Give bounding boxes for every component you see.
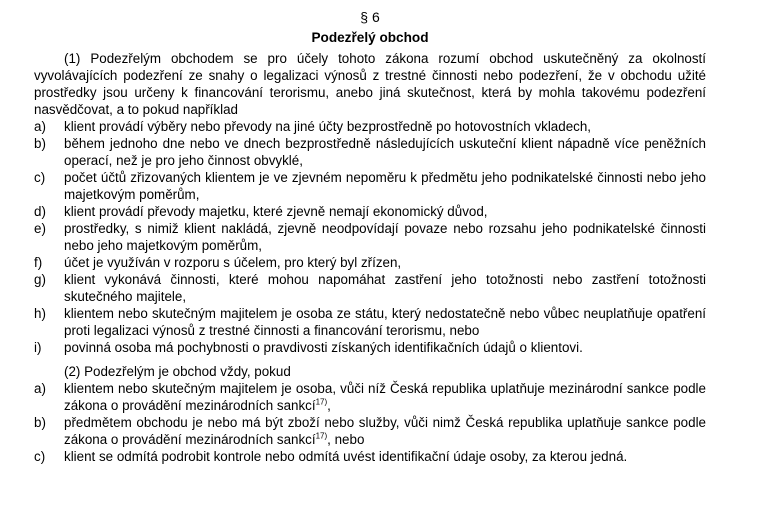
item-text-body: klientem nebo skutečným majitelem je osoba, vůči níž Česká republika uplatňuje mezinárodní sankce podle zákona o provádění mezinárodních sankcí: [64, 381, 706, 413]
list-item: [34, 380, 706, 414]
section-title: Podezřelý obchod: [311, 30, 429, 45]
item-letter: c): [34, 449, 46, 464]
item-text: klient vykonává činnosti, které mohou napomáhat zastření jeho totožnosti nebo zastření totožnosti skutečného majitele,: [64, 272, 706, 304]
item-letter: b): [34, 136, 46, 151]
list-item: [34, 271, 706, 305]
list-item: [34, 220, 706, 254]
item-letter: a): [34, 119, 46, 134]
item-letter: b): [34, 415, 46, 430]
list-item: [34, 448, 706, 465]
item-letter: d): [34, 204, 46, 219]
item-text: klient provádí výběry nebo převody na jiné účty bezprostředně po hotovostních vkladech,: [64, 119, 592, 134]
document-page: [34, 8, 706, 465]
item-letter: a): [34, 381, 46, 396]
item-letter: h): [34, 306, 46, 321]
list-item: [34, 203, 706, 220]
item-text: během jednoho dne nebo ve dnech bezprostředně následujících uskuteční klient nápadně více peněžních operací, než je pro jeho činnost obvyklé,: [64, 136, 706, 168]
item-letter: c): [34, 170, 46, 185]
list-item: [34, 254, 706, 271]
footnote-reference: 17): [315, 397, 328, 407]
list-item: [34, 118, 706, 135]
item-text: klient provádí převody majetku, které zjevně nemají ekonomický důvod,: [64, 204, 488, 219]
item-text: povinná osoba má pochybnosti o pravdivosti získaných identifikačních údajů o klientovi.: [64, 340, 583, 355]
item-text-tail: ,: [327, 398, 331, 413]
item-text: účet je využíván v rozporu s účelem, pro který byl zřízen,: [64, 255, 402, 270]
list-item: [34, 169, 706, 203]
item-text: klientem nebo skutečným majitelem je osoba ze státu, který nedostatečně nebo vůbec neuplatňuje opatření proti legalizaci výnosů z trestné činnosti a financování terorismu, nebo: [64, 306, 706, 338]
item-letter: i): [34, 340, 42, 355]
item-text-body: předmětem obchodu je nebo má být zboží nebo služby, vůči nimž Česká republika uplatňuje sankce podle zákona o provádění mezinárodních sankcí: [64, 415, 706, 447]
item-letter: e): [34, 221, 46, 236]
item-letter: f): [34, 255, 43, 270]
paragraph-1-intro: (1) Podezřelým obchodem se pro účely tohoto zákona rozumí obchod uskutečněný za okolností vyvolávajících podezření ze snahy o legalizaci výnosů z trestné činnosti nebo podezření, že v obchodu užité prostředky jsou určeny k financování terorismu, anebo jiná skutečnost, která by mohla takovému podezření nasvědčovat, a to pokud například: [34, 51, 706, 117]
list-item: [34, 135, 706, 169]
list-item: [34, 414, 706, 448]
item-text: počet účtů zřizovaných klientem je ve zjevném nepoměru k předmětu jeho podnikatelské činnosti nebo jeho majetkovým poměrům,: [64, 170, 706, 202]
footnote-reference: 17): [315, 431, 328, 441]
section-number: § 6: [360, 9, 380, 25]
list-item: [34, 305, 706, 339]
item-text: klient se odmítá podrobit kontrole nebo odmítá uvést identifikační údaje osoby, za kterou jedná.: [64, 449, 628, 464]
item-text: prostředky, s nimiž klient nakládá, zjevně neodpovídají povaze nebo rozsahu jeho podnikatelské činnosti nebo jeho majetkovým poměrům,: [64, 221, 706, 253]
paragraph-2-intro: (2) Podezřelým je obchod vždy, pokud: [64, 364, 291, 379]
item-text-tail: , nebo: [327, 432, 365, 447]
item-text: [64, 380, 706, 414]
item-text: [64, 414, 706, 448]
item-letter: g): [34, 272, 46, 287]
list-item: [34, 339, 706, 356]
